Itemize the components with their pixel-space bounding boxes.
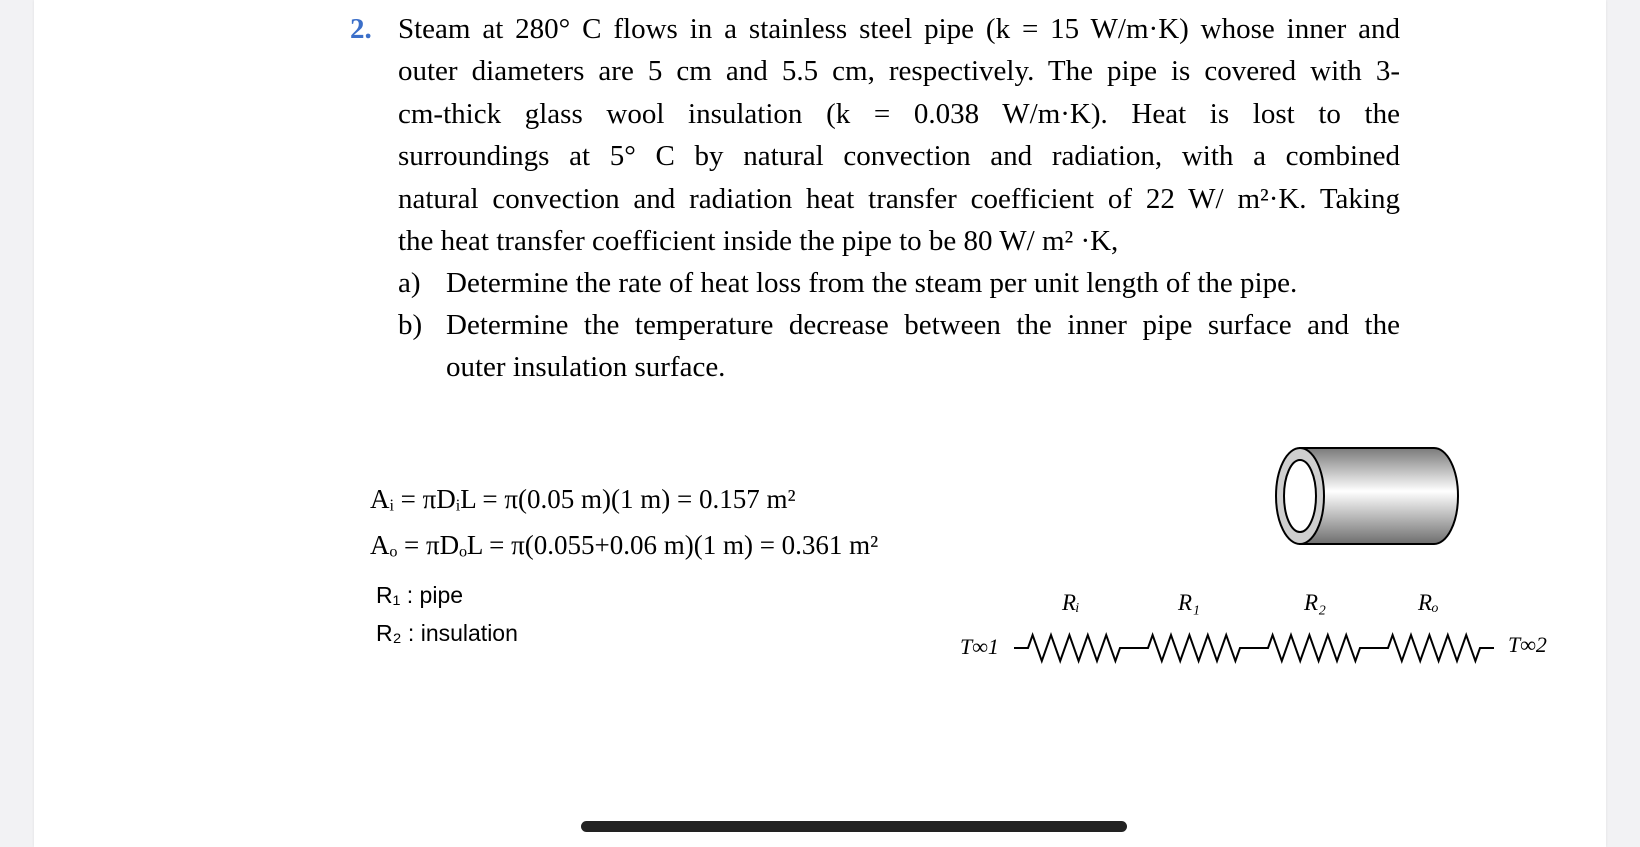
- t-inf-1-label: T∞1: [960, 634, 999, 659]
- resistor-label-r2: R₂: [1304, 590, 1327, 615]
- equation-inner-area: Aᵢ = πDᵢL = π(0.05 m)(1 m) = 0.157 m²: [370, 484, 796, 514]
- problem-line: the heat transfer coefficient inside the pipe to be 80 W/ m² ·K,: [398, 225, 1119, 258]
- thermal-resistance-circuit: [1014, 628, 1494, 668]
- r2-description: R₂ : insulation: [376, 620, 518, 646]
- item-a-text: Determine the rate of heat loss from the steam per unit length of the pipe.: [446, 267, 1298, 299]
- t-inf-2-label: T∞2: [1508, 632, 1547, 657]
- equation-outer-area: Aₒ = πDₒL = π(0.055+0.06 m)(1 m) = 0.361 m²: [370, 530, 879, 560]
- item-b-text: Determine the temperature decrease between the inner pipe surface and the: [446, 309, 1400, 341]
- problem-number: 2.: [350, 13, 372, 45]
- problem-line: surroundings at 5° C by natural convection and radiation, with a combined: [398, 140, 1400, 173]
- resistor-label-ri: Rᵢ: [1062, 590, 1080, 615]
- resistor-1: [1014, 635, 1134, 661]
- item-b-text-2: outer insulation surface.: [446, 351, 726, 383]
- pipe-illustration: [1274, 444, 1474, 548]
- item-b-label: b): [398, 309, 423, 341]
- problem-line: Steam at 280° C flows in a stainless steel pipe (k = 15 W/m·K) whose inner and: [398, 13, 1400, 45]
- document-page: [34, 0, 1606, 847]
- resistor-4: [1374, 635, 1494, 661]
- problem-line: natural convection and radiation heat transfer coefficient of 22 W/ m²·K. Taking: [398, 182, 1400, 215]
- problem-line: cm-thick glass wool insulation (k = 0.038 W/m·K). Heat is lost to the: [398, 97, 1400, 130]
- problem-line: outer diameters are 5 cm and 5.5 cm, respectively. The pipe is covered with 3-: [398, 55, 1400, 88]
- item-a-label: a): [398, 267, 421, 299]
- resistor-label-r1: R₁: [1178, 590, 1201, 615]
- resistor-label-ro: Rₒ: [1418, 590, 1439, 615]
- resistor-3: [1254, 635, 1374, 661]
- resistor-2: [1134, 635, 1254, 661]
- problem-paragraph: [398, 8, 1400, 262]
- r1-description: R₁ : pipe: [376, 582, 464, 608]
- home-indicator: [581, 821, 1127, 832]
